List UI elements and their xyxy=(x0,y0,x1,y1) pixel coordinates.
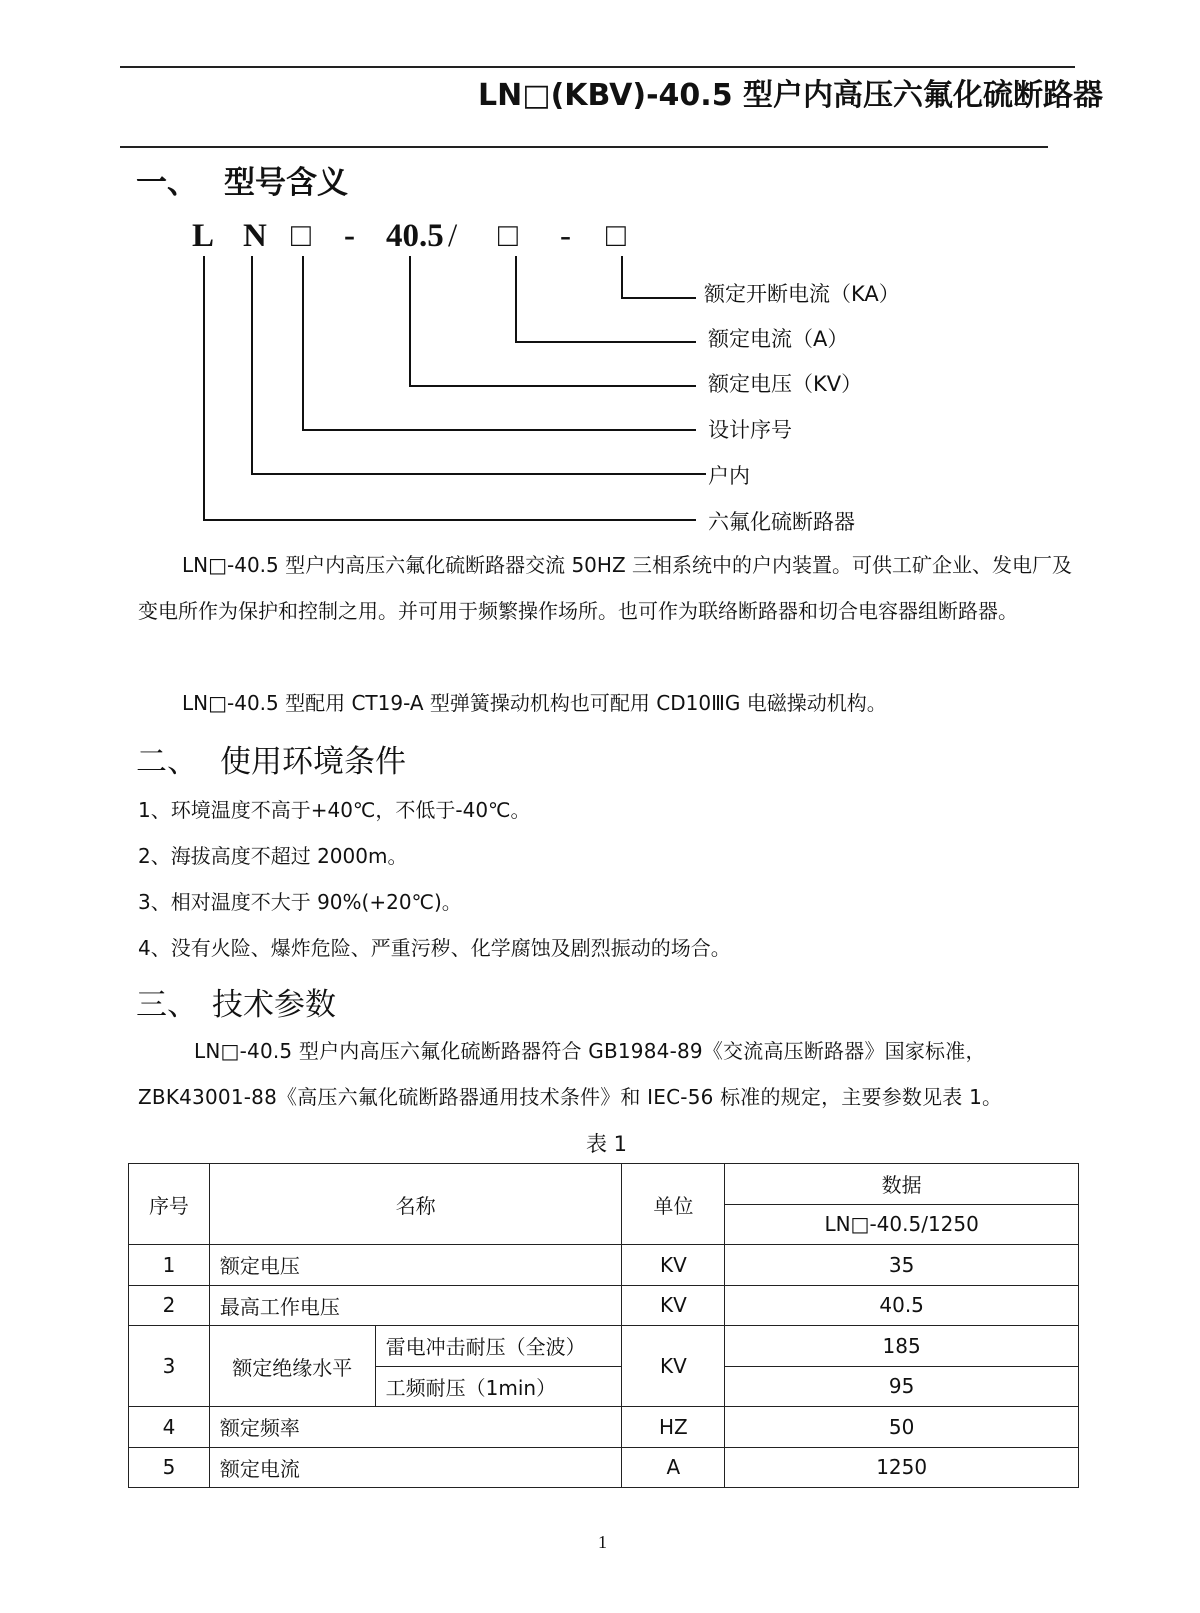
header-unit: 单位 xyxy=(622,1164,725,1245)
row-5-value: 1250 xyxy=(725,1447,1079,1488)
row-1-name: 额定电压 xyxy=(209,1245,622,1286)
section-3-paragraph xyxy=(138,1028,1078,1120)
code-letter-l: L xyxy=(192,218,215,254)
row-2-value: 40.5 xyxy=(725,1285,1079,1326)
connector-rated-voltage xyxy=(410,256,696,386)
env-item-hazards: 4、没有火险、爆炸危险、严重污秽、化学腐蚀及剧烈振动的场合。 xyxy=(138,936,731,960)
row-3-value1: 185 xyxy=(725,1326,1079,1367)
table-header-row xyxy=(129,1164,1079,1205)
code-design-box: □ xyxy=(291,218,311,254)
row-3-no: 3 xyxy=(129,1326,210,1407)
header-top-rule xyxy=(120,66,1075,68)
code-dash-1: - xyxy=(344,218,355,254)
section-1-paragraph-1 xyxy=(138,542,1078,634)
section-3-paragraph-text: LN□-40.5 型户内高压六氟化硫断路器符合 GB1984-89《交流高压断路器》国家标准，ZBK43001-88《高压六氟化硫断路器通用技术条件》和 IEC-56 标准的规定，主要参数见表 1。 xyxy=(138,1039,1003,1109)
row-4-no: 4 xyxy=(129,1407,210,1448)
row-4-unit: HZ xyxy=(622,1407,725,1448)
row-2-name: 最高工作电压 xyxy=(209,1285,622,1326)
row-5-no: 5 xyxy=(129,1447,210,1488)
row-2-no: 2 xyxy=(129,1285,210,1326)
document-title: LN□(KBV)-40.5 型户内高压六氟化硫断路器 xyxy=(478,78,1104,113)
header-name: 名称 xyxy=(209,1164,622,1245)
section-2-number: 二、 xyxy=(136,744,198,780)
section-3-number: 三、 xyxy=(136,987,198,1023)
label-rated-voltage: 额定电压（KV） xyxy=(708,372,863,396)
row-4-name: 额定频率 xyxy=(209,1407,622,1448)
table-row xyxy=(129,1285,1079,1326)
label-design-no: 设计序号 xyxy=(708,418,792,442)
header-data: 数据 xyxy=(725,1164,1079,1205)
label-indoor: 户内 xyxy=(708,464,750,488)
code-current-box: □ xyxy=(498,218,518,254)
section-2-heading xyxy=(136,736,406,781)
row-5-unit: A xyxy=(622,1447,725,1488)
section-2-title: 使用环境条件 xyxy=(220,744,406,780)
row-5-name: 额定电流 xyxy=(209,1447,622,1488)
row-3-sub1: 雷电冲击耐压（全波） xyxy=(375,1326,622,1367)
row-3-value2: 95 xyxy=(725,1366,1079,1407)
connector-sf6-breaker xyxy=(204,256,696,520)
code-voltage: 40.5 xyxy=(386,218,444,254)
table-row xyxy=(129,1245,1079,1286)
code-letter-n: N xyxy=(243,218,267,254)
row-3-name: 额定绝缘水平 xyxy=(209,1326,375,1407)
row-1-no: 1 xyxy=(129,1245,210,1286)
parameters-table xyxy=(128,1163,1079,1488)
table-caption: 表 1 xyxy=(586,1132,628,1156)
env-item-altitude: 2、海拔高度不超过 2000m。 xyxy=(138,844,408,868)
section-1-title: 型号含义 xyxy=(224,165,348,201)
section-1-paragraph-1-text: LN□-40.5 型户内高压六氟化硫断路器交流 50HZ 三相系统中的户内装置。可供工矿企业、发电厂及变电所作为保护和控制之用。并可用于频繁操作场所。也可作为联络断路器和切合电容器组断路器。 xyxy=(138,553,1073,623)
row-3-sub2: 工频耐压（1min） xyxy=(375,1366,622,1407)
table-row xyxy=(129,1447,1079,1488)
row-1-value: 35 xyxy=(725,1245,1079,1286)
label-sf6-breaker: 六氟化硫断路器 xyxy=(708,510,855,534)
env-item-humidity: 3、相对温度不大于 90%(+20℃)。 xyxy=(138,890,462,914)
section-1-paragraph-2 xyxy=(138,680,1078,726)
page-number: 1 xyxy=(598,1532,607,1552)
section-1-number: 一、 xyxy=(136,165,198,201)
code-breaking-box: □ xyxy=(606,218,626,254)
row-2-unit: KV xyxy=(622,1285,725,1326)
code-dash-2: - xyxy=(560,218,571,254)
header-no: 序号 xyxy=(129,1164,210,1245)
code-slash: / xyxy=(448,218,458,254)
section-3-title: 技术参数 xyxy=(212,987,336,1023)
connector-indoor xyxy=(252,256,706,474)
row-3-unit: KV xyxy=(622,1326,725,1407)
connector-design-no xyxy=(303,256,696,430)
header-model: LN□-40.5/1250 xyxy=(725,1204,1079,1245)
row-1-unit: KV xyxy=(622,1245,725,1286)
label-rated-current: 额定电流（A） xyxy=(708,327,849,351)
table-row xyxy=(129,1407,1079,1448)
section-1-paragraph-2-text: LN□-40.5 型配用 CT19-A 型弹簧操动机构也可配用 CD10ⅢG 电磁操动机构。 xyxy=(182,691,887,715)
label-breaking-current: 额定开断电流（KA） xyxy=(704,282,900,306)
header-bottom-rule xyxy=(120,146,1048,148)
row-4-value: 50 xyxy=(725,1407,1079,1448)
section-1-heading xyxy=(136,157,348,202)
connector-rated-current xyxy=(516,256,696,342)
section-3-heading xyxy=(136,979,336,1024)
env-item-temperature: 1、环境温度不高于+40℃，不低于-40℃。 xyxy=(138,798,531,822)
table-row xyxy=(129,1326,1079,1367)
connector-breaking-current xyxy=(622,256,696,298)
